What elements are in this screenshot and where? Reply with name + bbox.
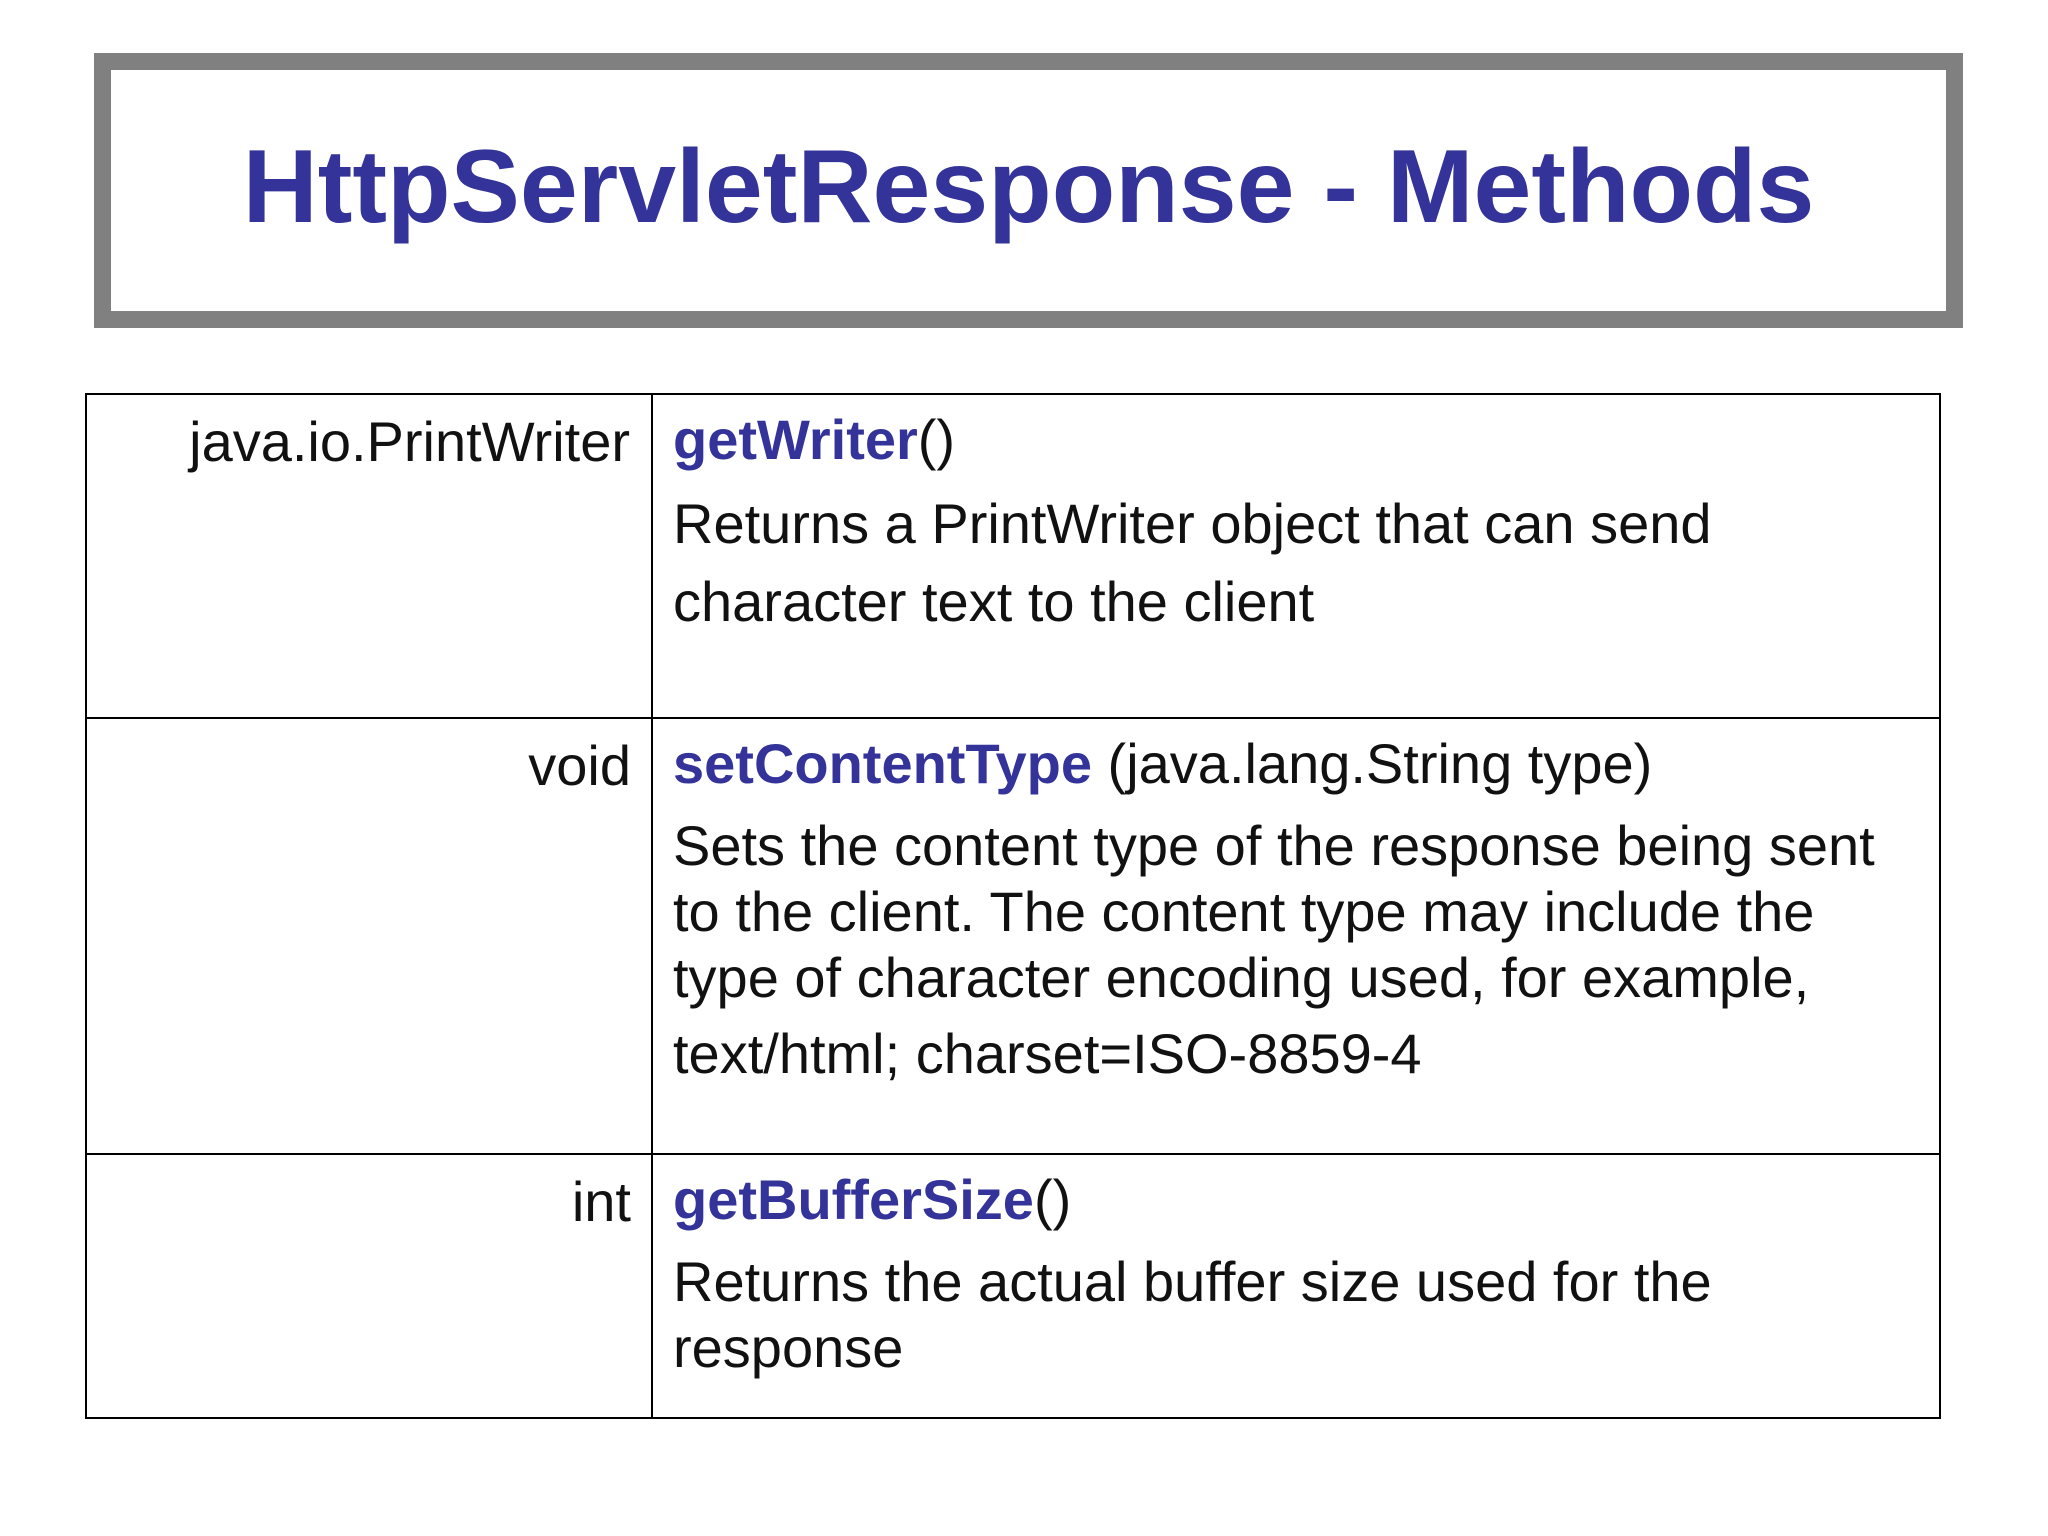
method-name: getBufferSize bbox=[673, 1168, 1034, 1231]
return-type: java.io.PrintWriter bbox=[189, 410, 630, 473]
return-type: int bbox=[571, 1170, 631, 1233]
method-name: setContentType bbox=[673, 732, 1092, 795]
method-cell bbox=[652, 718, 1940, 1154]
method-example: text/html; charset=ISO-8859-4 bbox=[673, 1022, 1422, 1085]
method-description: Returns the actual buffer size used for the response bbox=[673, 1250, 1712, 1379]
slide-title: HttpServletResponse - Methods bbox=[242, 129, 1815, 245]
table-row bbox=[86, 1154, 1940, 1418]
table-row bbox=[86, 394, 1940, 718]
method-cell bbox=[652, 394, 1940, 718]
method-description: Returns a PrintWriter object that can send character text to the client bbox=[673, 492, 1712, 633]
method-signature bbox=[673, 731, 1919, 797]
method-signature bbox=[673, 407, 1919, 473]
table-row bbox=[86, 718, 1940, 1154]
method-signature bbox=[673, 1167, 1919, 1233]
method-description: Sets the content type of the response being sent to the client. The content type may include the type of character encoding used, for example, bbox=[673, 814, 1875, 1009]
method-params: () bbox=[1033, 1168, 1072, 1231]
method-name: getWriter bbox=[673, 408, 918, 471]
method-params: () bbox=[917, 408, 956, 471]
methods-table bbox=[85, 393, 1941, 1419]
method-params: (java.lang.String type) bbox=[1092, 732, 1653, 795]
return-type-cell bbox=[86, 1154, 652, 1418]
return-type: void bbox=[528, 734, 631, 797]
return-type-cell bbox=[86, 718, 652, 1154]
title-box bbox=[94, 53, 1963, 328]
return-type-cell bbox=[86, 394, 652, 718]
method-cell bbox=[652, 1154, 1940, 1418]
